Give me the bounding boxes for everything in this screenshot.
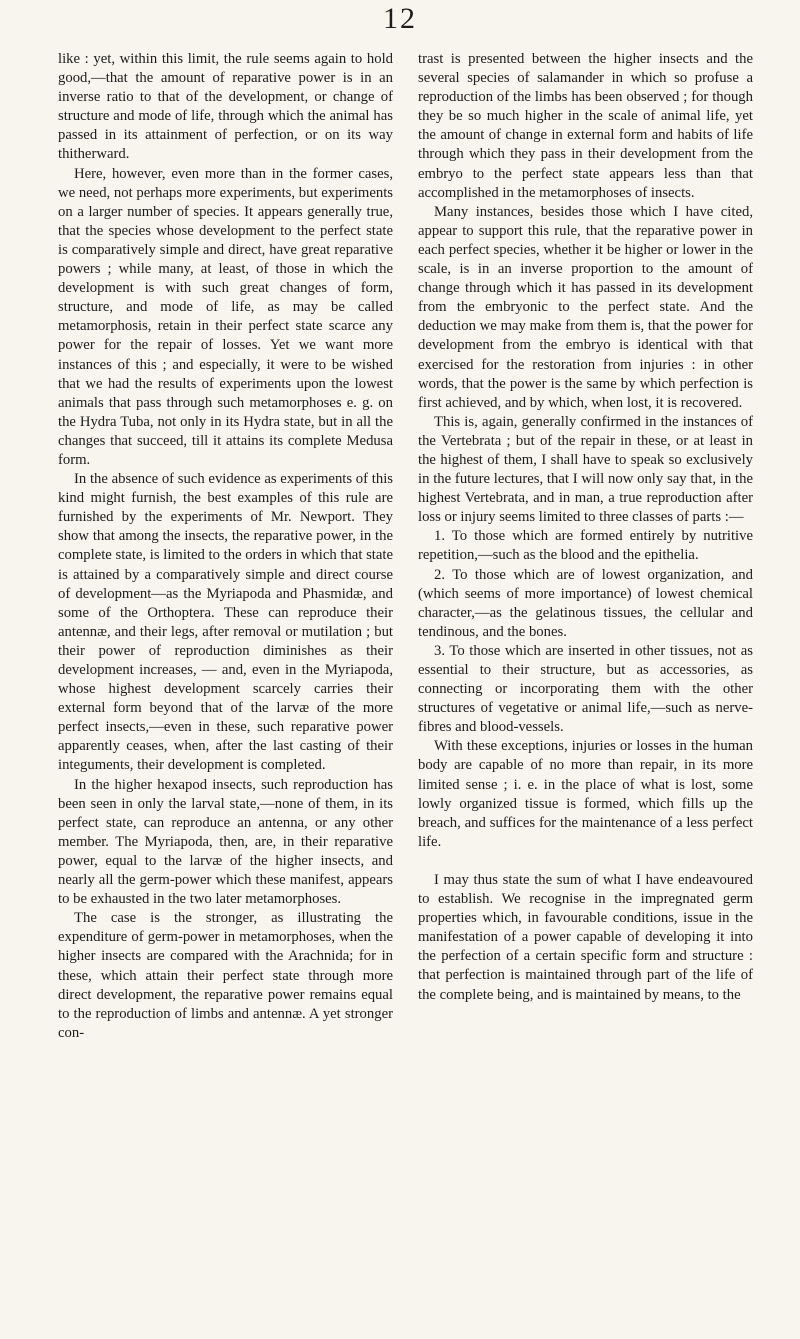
paragraph: This is, again, generally confirmed in the instances of the Vertebrata ; but of the repair in these, or at least in the highest of them, I shall have to speak so exclusively in the future lectures, that I will now only say that, in the highest Vertebrata, and in man, a true reproduction after loss or injury seems limited to three classes of parts :—: [418, 413, 753, 526]
paragraph: With these exceptions, injuries or losses in the human body are capable of no more than repair, in its more limited sense ; i. e. in the place of what is lost, some lowly organized tissue is formed, which fills up the breach, and suffices for the maintenance of a less perfect life.: [418, 738, 753, 850]
paragraph: In the absence of such evidence as experiments of this kind might furnish, the best examples of this rule are furnished by the experiments of Mr. Newport. They show that among the insects, the reparative power, in the complete state, is limited to the orders in which that state is attained by a comparatively simple and direct course of development—as the Myriapoda and Phasmidæ, and some of the Orthoptera. These can reproduce their antennæ, and their legs, after removal or mutilation ; but their power of reproduction diminishes as their development increases, — and, even in the Myriapoda, whose highest development scarcely carries their external form beyond that of the larvæ of the more perfect insects,—even in these, such reparative power apparently ceases, when, after the last casting of their integuments, their development is completed.: [58, 471, 393, 774]
paragraph: like : yet, within this limit, the rule seems again to hold good,—that the amount of reparative power is in an inverse ratio to that of the development, or change of structure and mode of life, through which the animal has passed in its attainment of perfection, or on its way thitherward.: [58, 51, 393, 163]
page-number: 12: [383, 2, 417, 35]
paragraph: Here, however, even more than in the former cases, we need, not perhaps more experiments, but experiments on a larger number of species. It appears generally true, that the species whose development to the perfect state is comparatively simple and direct, have great reparative powers ; while many, at least, of those in which the development is with such great changes of form, structure, and mode of life, as may be called metamorphosis, retain in their perfect state scarce any power for the repair of losses. Yet we want more instances of this ; and especially, it were to be wished that we had the results of experiments upon the lowest animals that pass through such metamorphoses e. g. on the Hydra Tuba, not only in its Hydra state, but in all the changes that succeed, till it attains its complete Medusa form.: [58, 165, 393, 468]
paragraph: Many instances, besides those which I have cited, appear to support this rule, that the reparative power in each perfect species, whether it be higher or lower in the scale, is in an inverse proportion to the amount of change through which it has passed in its development from the embryonic to the perfect state. And the deduction we may make from them is, that the power for development from the embryo is identical with that exercised for the restoration from injuries : in other words, that the power is the same by which perfection is first achieved, and by which, when lost, it is recovered.: [418, 203, 753, 411]
paragraph: In the higher hexapod insects, such reproduction has been seen in only the larval state,—none of them, in its perfect state, can reproduce an antenna, or any other member. The Myriapoda, then, are, in their reparative power, equal to the larvæ of the higher insects, and nearly all the germ-power which these manifest, appears to be exhausted in the two later metamorphoses.: [58, 776, 393, 908]
list-item: 3. To those which are inserted in other tissues, not as essential to their structure, but as accessories, as connecting or incorporating them with the other structures of vegetative or animal life,—such as nerve-fibres and blood-vessels.: [418, 642, 753, 736]
paragraph: The case is the stronger, as illustrating the expenditure of germ-power in metamorphoses, when the higher insects are compared with the Arachnida; for in these, which attain their perfect state through more direct development, the reparative power remains equal to the reproduction of limbs and antennæ. A yet stronger con-: [58, 910, 393, 1041]
list-item: 1. To those which are formed entirely by nutritive repetition,—such as the blood and the epithelia.: [418, 528, 753, 564]
list-item: 2. To those which are of lowest organization, and (which seems of more importance) of lowest chemical character,—as the gelatinous tissues, the cellular and tendinous, and the bones.: [418, 566, 753, 640]
paragraph: I may thus state the sum of what I have endeavoured to establish. We recognise in the impregnated germ properties which, in favourable conditions, issue in the manifestation of a power capable of developing it into the perfection of a certain specific form and structure : that perfection is maintained through part of the life of the complete being, and is maintained by means, to the: [418, 871, 753, 1003]
paragraph: trast is presented between the higher insects and the several species of salamander in which so profuse a reproduction of the limbs has been observed ; for though they be so much higher in the scale of animal life, yet the amount of change in external form and habits of life through which they pass in their development from the embryo to the perfect state appears less than that accomplished in the metamorphoses of insects.: [418, 51, 753, 201]
left-column: [58, 50, 393, 1043]
right-column: [418, 50, 753, 1005]
